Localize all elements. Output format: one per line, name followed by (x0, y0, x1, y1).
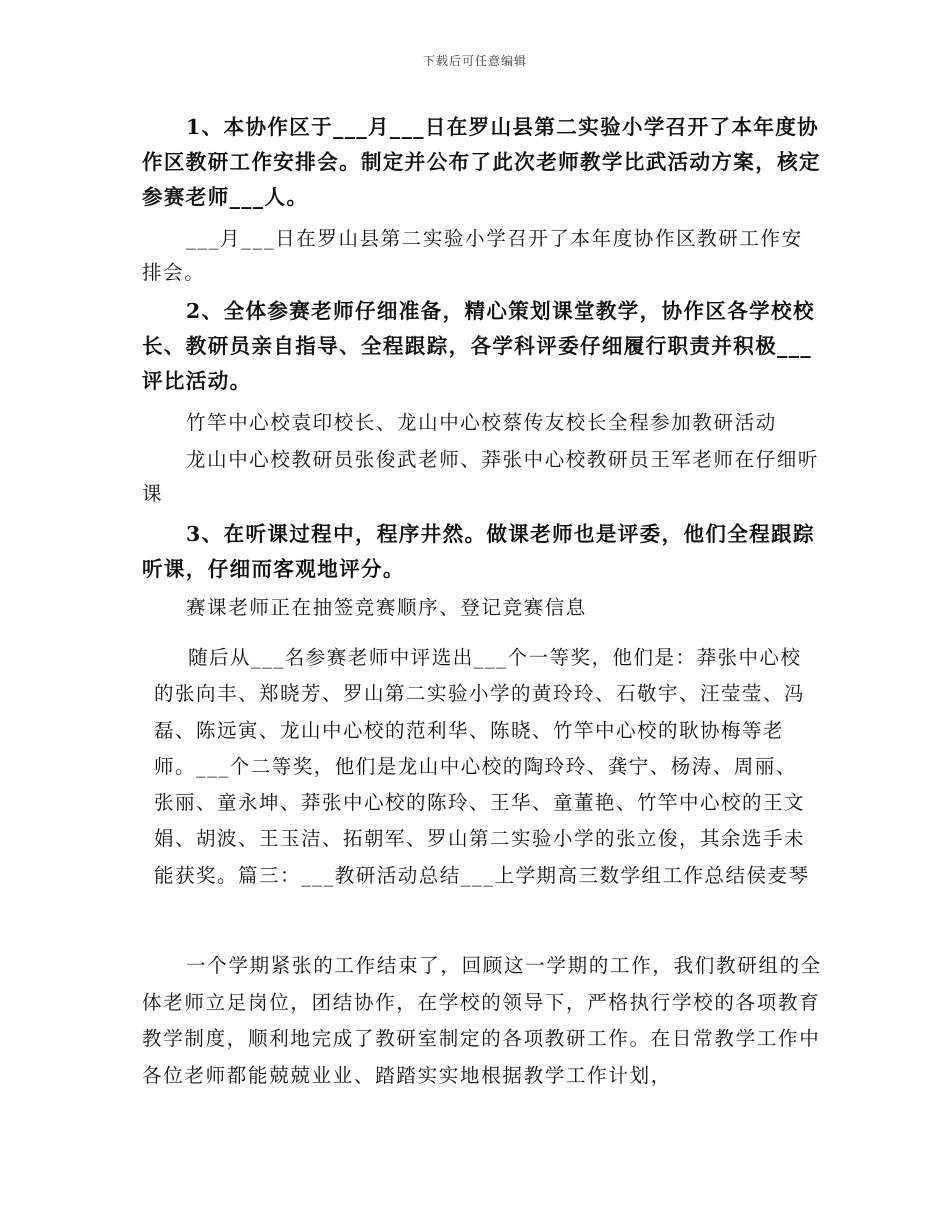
caption-meeting: ___月___日在罗山县第二实验小学召开了本年度协作区教研工作安排会。 (142, 227, 803, 284)
paragraph-1-meeting: 1、本协作区于___月___日在罗山县第二实验小学召开了本年度协作区教研工作安排会。制定并公布了此次老师教学比武活动方案，核定参赛老师___人。 (142, 115, 821, 209)
caption-researchers: 龙山中心校教研员张俊武老师、莽张中心校教研员王军老师在仔细听课 (142, 448, 820, 505)
paragraph-2-preparation: 2、全体参赛老师仔细准备，精心策划课堂教学，协作区各学校校长、教研员亲自指导、全程跟踪，各学科评委仔细履行职责并积极___评比活动。 (142, 299, 815, 393)
caption-principals: 竹竿中心校袁印校长、龙山中心校蔡传友校长全程参加教研活动 (186, 411, 777, 434)
caption-drawing-lots: 赛课老师正在抽签竞赛顺序、登记竞赛信息 (186, 596, 587, 619)
paragraph-summary: 一个学期紧张的工作结束了，回顾这一学期的工作，我们教研组的全体老师立足岗位，团结协作，在学校的领导下，严格执行学校的各项教育教学制度，顺利地完成了教研室制定的各项教研工作。在日常教学工作中各位老师都能兢兢业业、踏踏实实地根据教学工作计划， (142, 954, 823, 1087)
paragraph-awards: 随后从___名参赛老师中评选出___个一等奖，他们是：莽张中心校的张向丰、郑晓芳、罗山第二实验小学的黄玲玲、石敬宇、汪莹莹、冯磊、陈远寅、龙山中心校的范利华、陈晓、竹竿中心校的耿协梅等老师。___个二等奖，他们是龙山中心校的陶玲玲、龚宁、杨涛、周丽、张丽、童永坤、莽张中心校的陈玲、王华、童董艳、竹竿中心校的王文娟、胡波、王玉洁、拓朝军、罗山第二实验小学的张立俊，其余选手未能获奖。篇三：___教研活动总结___上学期高三数学组工作总结侯麦琴 (154, 646, 810, 887)
page-header: 下载后可任意编辑 (422, 54, 527, 68)
paragraph-3-listening: 3、在听课过程中，程序井然。做课老师也是评委，他们全程跟踪听课，仔细而客观地评分。 (142, 522, 815, 581)
